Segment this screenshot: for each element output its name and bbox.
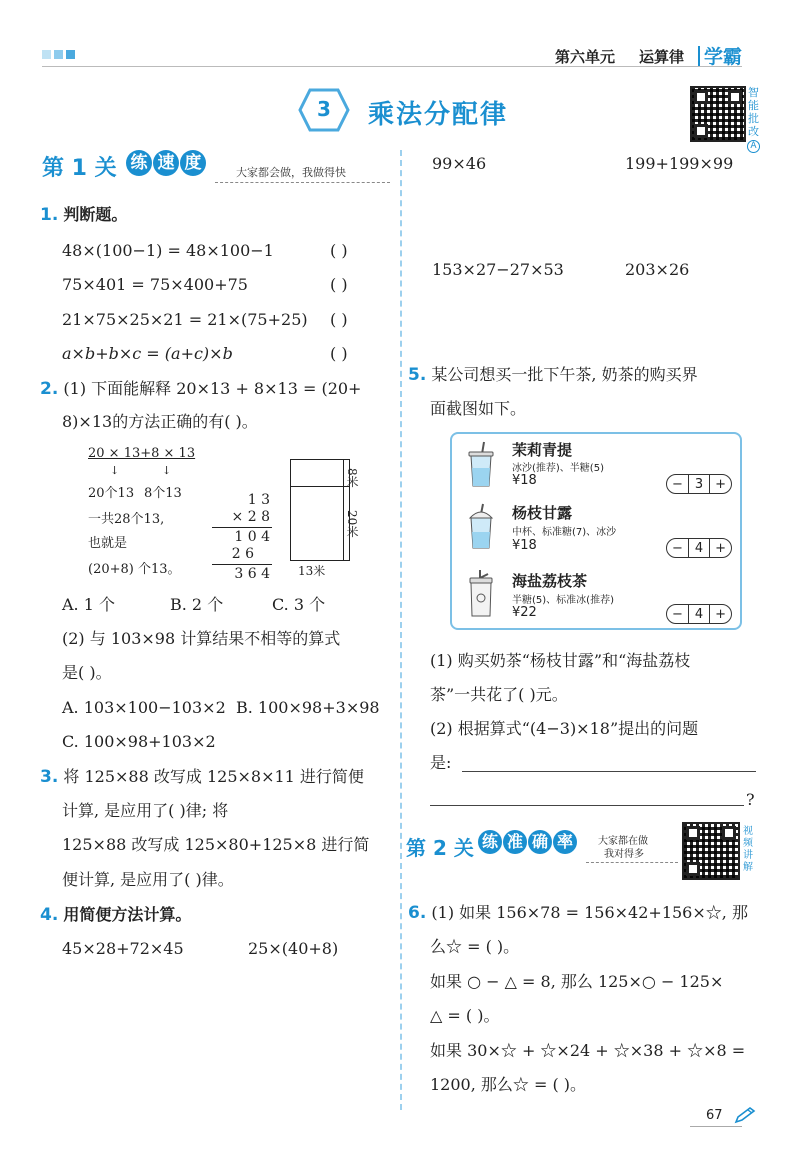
q6-text: (1) 如果 156×78 = 156×42+156×☆, 那 [431,903,748,922]
q3-text: 将 125×88 改写成 125×8×11 进行简便 [63,767,364,786]
q6-line: 么☆ = ( )。 [430,937,520,956]
level-2-label: 第 2 关 [406,836,474,860]
plus-button[interactable]: + [715,476,726,492]
q1-item: 21×75×25×21 = 21×(75+25) [62,310,308,329]
quantity-stepper[interactable] [666,538,732,558]
q1-title [40,204,127,226]
product-price: ¥18 [512,473,537,488]
header-section: 运算律 [639,48,685,66]
q4-title-text: 用简便方法计算。 [63,905,192,924]
q4-expression: 99×46 [432,154,487,173]
fig2-row: 1 0 4 [234,529,270,545]
q4-expression: 25×(40+8) [248,939,339,958]
q4-expression: 203×26 [625,260,690,279]
fig2-row: 1 3 [247,492,270,508]
product-desc: 冰沙(推荐)、半糖(5) [512,463,604,474]
product-desc: 半糖(5)、标准冰(推荐) [512,595,614,606]
fig1-left-a: 20个13 [88,486,135,501]
q3-line: 125×88 改写成 125×80+125×8 进行简 [62,835,370,854]
quantity-value: 4 [694,540,704,556]
header-unit: 第六单元 [555,48,616,66]
q5-part2-line2: 是: [430,753,452,772]
q6-line: 1200, 那么☆ = ( )。 [430,1075,587,1094]
level-2-slogan: 我对得多 [604,849,644,860]
fig3-bottom-label: 13米 [298,564,326,578]
lesson-title: 乘法分配律 [368,100,509,130]
level-1-badge: 度 [180,150,206,176]
q1-answer-paren[interactable]: ( ) [330,275,348,294]
q1-item: 48×(100−1) = 48×100−1 [62,241,274,260]
q3-line: 计算, 是应用了( )律; 将 [62,801,229,820]
product-name: 杨枝甘露 [512,504,573,522]
q1-number: 1. [40,205,59,225]
level-2-badge: 确 [528,830,552,854]
q1-item: a×b+b×c = (a+c)×b [62,344,233,363]
level-1-underline [215,182,390,183]
q4-expression: 45×28+72×45 [62,939,184,958]
fig2-row: × 2 8 [231,509,270,525]
fig1-expression: 20 × 13+8 × 13 [88,446,196,461]
product-name: 海盐荔枝茶 [512,572,588,590]
minus-button[interactable]: − [672,540,683,556]
qr-label-video: 视频讲解 [743,826,753,873]
level-1-badge: 速 [153,150,179,176]
fig3-side-label: 20米 [345,510,359,538]
q4-title [40,904,191,926]
quantity-stepper[interactable] [666,474,732,494]
quantity-stepper[interactable] [666,604,732,624]
q6-line: 如果 30×☆ + ☆×24 + ☆×38 + ☆×8 = [430,1041,746,1060]
q2-option[interactable]: B. 2 个 [170,595,224,614]
fig2-row: 3 6 4 [234,566,270,582]
q1-title-text: 判断题。 [63,205,128,224]
q3-line: 便计算, 是应用了( )律。 [62,870,234,889]
level-2-slogan: 大家都在做 [598,836,648,847]
q5-number: 5. [408,365,427,385]
fig1-result: (20+8) 个13。 [88,562,181,577]
fig2-rule [212,527,272,528]
q6-line: △ = ( )。 [430,1006,500,1025]
page-number: 67 [706,1108,723,1123]
q2-option[interactable]: A. 1 个 [62,595,115,614]
q2-part1-line2: 8)×13的方法正确的有( )。 [62,412,258,431]
q1-item: 75×401 = 75×400+75 [62,275,248,294]
header-rule [42,66,742,67]
pencil-icon [734,1106,756,1128]
qr-label-smart-grading: 智能批改 [748,86,759,138]
fig2-row: 2 6 [231,546,254,562]
q2-part2-line1: (2) 与 103×98 计算结果不相等的算式 [62,629,341,648]
q2-part2-line2: 是( )。 [62,663,112,682]
fig1-also: 也就是 [88,536,128,551]
drink-cup-icon [466,568,496,624]
q2-option[interactable]: C. 100×98+103×2 [62,732,216,751]
fig2-rule [212,564,272,565]
q1-answer-paren[interactable]: ( ) [330,241,348,260]
level-2-underline [586,862,678,863]
minus-button[interactable]: − [672,476,683,492]
q5-line1 [408,364,698,386]
q2-number: 2. [40,379,59,399]
q4-expression: 199+199×99 [625,154,734,173]
level-1-badges [126,150,207,176]
q1-answer-paren[interactable]: ( ) [330,344,348,363]
product-name: 茉莉青提 [512,441,573,459]
answer-line[interactable] [462,771,756,772]
product-price: ¥22 [512,605,537,620]
brand-logo: 学霸 [704,46,743,68]
level-2-badge: 准 [503,830,527,854]
level-2-badge: 练 [478,830,502,854]
product-desc: 中杯、标准糖(7)、冰沙 [512,527,617,538]
fig1-sum: 一共28个13, [88,512,165,527]
plus-button[interactable]: + [715,540,726,556]
lesson-number: 3 [317,97,331,121]
level-1-label: 第 1 关 [42,156,117,181]
header-decoration [42,44,78,63]
qr-mark: A [747,140,760,153]
qr-code-smart-grading[interactable] [690,86,746,142]
level-2-badge: 率 [553,830,577,854]
q6-number: 6. [408,903,427,923]
header-divider [698,46,700,66]
quantity-value: 3 [694,476,704,492]
q6-line1 [408,902,748,924]
level-1-badge: 练 [126,150,152,176]
drink-cup-icon [466,440,496,494]
q2-figure-method-1 [88,446,198,586]
fig3-divider [291,486,349,487]
q2-option[interactable]: C. 3 个 [272,595,326,614]
q5-question-mark: ? [746,790,755,809]
q5-line2: 面截图如下。 [430,399,527,418]
answer-line[interactable] [430,805,744,806]
q5-part1-line2: 茶”一共花了( )元。 [430,685,568,704]
q2-figure-method-3 [290,459,350,561]
level-2-badges [478,830,578,854]
q5-text: 某公司想买一批下午茶, 奶茶的购买界 [431,365,698,384]
q2-option[interactable]: B. 100×98+3×98 [236,698,380,717]
q5-part2-line1: (2) 根据算式“(4−3)×18”提出的问题 [430,719,699,738]
q2-option[interactable]: A. 103×100−103×2 [62,698,226,717]
column-divider [400,150,402,1110]
quantity-value: 4 [694,606,704,622]
level-1-slogan: 大家都会做，我做得快 [236,166,346,179]
q6-line: 如果 ○ − △ = 8, 那么 125×○ − 125× [430,972,724,991]
q1-answer-paren[interactable]: ( ) [330,310,348,329]
q2-figure-method-2 [206,492,272,582]
q3-number: 3. [40,767,59,787]
q2-part1-line1 [40,378,361,400]
product-price: ¥18 [512,538,537,553]
minus-button[interactable]: − [672,606,683,622]
drink-cup-icon [466,502,496,556]
q3-line1 [40,766,364,788]
fig3-top-label: 8米 [345,468,359,488]
fig1-arrow: ↓ [110,464,120,477]
q2-part1-text: (1) 下面能解释 20×13 + 8×13 = (20+ [63,379,362,398]
qr-code-video[interactable] [682,822,740,880]
q4-number: 4. [40,905,59,925]
fig1-arrow: ↓ [162,464,172,477]
q5-part1-line1: (1) 购买奶茶“杨枝甘露”和“海盐荔枝 [430,651,691,670]
plus-button[interactable]: + [715,606,726,622]
fig1-left-b: 8个13 [144,486,182,501]
q4-expression: 153×27−27×53 [432,260,564,279]
